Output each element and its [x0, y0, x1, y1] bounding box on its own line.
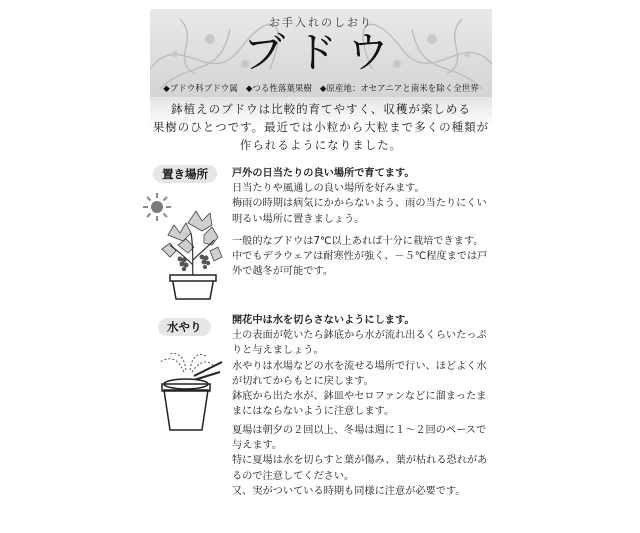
placement-text-1 [232, 166, 502, 227]
header-subtitle: お手入れのしおり [269, 16, 373, 29]
watering-text-1 [232, 313, 502, 419]
watering-line: 水やりは水場などの水を流せる場所で行い、ほどよく水 [232, 360, 487, 372]
section-label-watering: 水やり [158, 318, 211, 336]
watering-line: 与えます。 [232, 440, 283, 452]
watering-line: が切れてからもとに戻します。 [232, 375, 374, 387]
tag-origin: ◆原産地：オセアニアと南米を除く全世界 [319, 84, 479, 94]
placement-line: 梅雨の時期は病気にかからないよう、雨の当たりにくい [232, 198, 487, 210]
watering-pot-icon [150, 350, 230, 432]
watering-text-2 [232, 423, 502, 499]
page-title: ブドウ [242, 28, 399, 77]
header-banner [150, 9, 492, 97]
intro-line: 果樹のひとつです。最近では小粒から大粒まで多くの種類が [152, 120, 490, 134]
plant-tags [150, 79, 492, 97]
watering-line: りと与えましょう。 [232, 345, 324, 357]
placement-line: 一般的なブドウは7℃以上あれば十分に栽培できます。 [232, 236, 484, 247]
watering-line: 特に夏場は水を切らすと葉が傷み、葉が枯れる恐れがあ [232, 455, 488, 467]
placement-line: 明るい場所に置きましょう。 [232, 213, 365, 225]
placement-text-2 [232, 234, 502, 280]
intro-line: 鉢植えのブドウは比較的育てやすく、収穫が楽しめる [171, 102, 471, 116]
watering-heading: 開花中は水を切らさないようにします。 [232, 315, 415, 326]
tag-family: ◆ブドウ科ブドウ属 [163, 84, 238, 94]
placement-line: 日当たりや風通しの良い場所を好みます。 [232, 183, 425, 195]
watering-line: 夏場は朝夕の２回以上、冬場は週に１～２回のペースで [232, 425, 487, 436]
section-label-placement: 置き場所 [153, 165, 217, 183]
watering-line: まにはならないように注意します。 [232, 406, 395, 418]
watering-line: るので注意してください。 [232, 470, 355, 482]
watering-line: 鉢底から出た水が、鉢皿やセロファンなどに溜まったま [232, 391, 487, 403]
watering-line: 土の表面が乾いたら鉢底から水が流れ出るくらいたっぷ [232, 330, 487, 342]
tag-type: ◆つる性落葉果樹 [245, 84, 312, 94]
watering-line: 又、実がついている時期も同様に注意が必要です。 [232, 485, 466, 497]
placement-line: 外で越冬が可能です。 [232, 266, 334, 278]
intro-line: 作られるようになりました。 [239, 138, 403, 152]
intro-text [150, 100, 492, 154]
placement-heading: 戸外の日当たりの良い場所で育てます。 [232, 168, 415, 179]
grape-plant-pot-icon [158, 205, 228, 300]
placement-line: 中でもデラウェアは耐寒性が強く、－５℃程度までは戸 [232, 251, 488, 263]
